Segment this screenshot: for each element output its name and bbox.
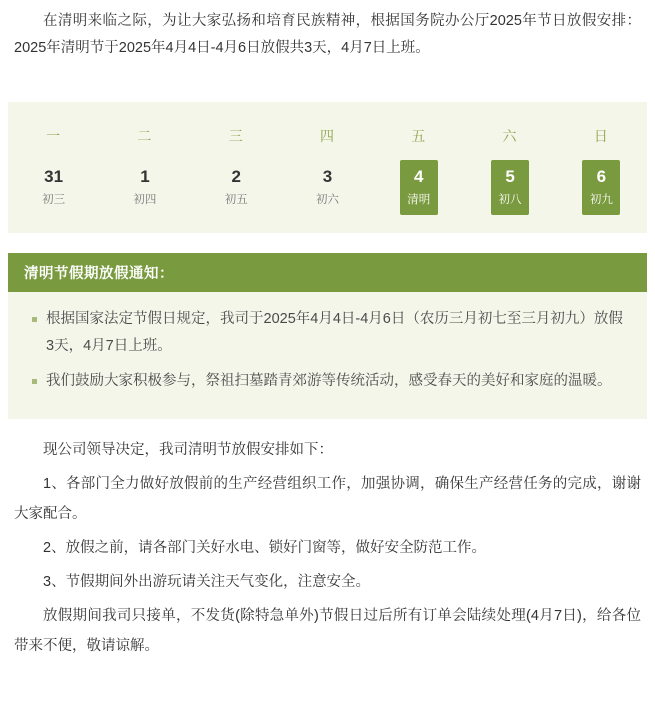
intro-paragraph: 在清明来临之际，为让大家弘扬和培育民族精神，根据国务院办公厅2025年节日放假安排：2025年清明节于2025年4月4日-4月6日放假共3天，4月7日上班。 (14, 13, 641, 56)
day-box-holiday (582, 160, 620, 215)
day-box (217, 160, 255, 215)
intro-section (0, 0, 655, 62)
day-box (35, 160, 73, 215)
day-lunar: 初四 (133, 194, 157, 206)
calendar-day-cell (99, 160, 190, 215)
calendar-day-cell (373, 160, 464, 215)
day-box (308, 160, 346, 215)
holiday-calendar (8, 102, 647, 233)
body-paragraph: 1、各部门全力做好放假前的生产经营组织工作，加强协调，确保生产经营任务的完成，谢谢大家配合。 (14, 476, 641, 522)
day-number: 2 (231, 167, 241, 186)
day-box (126, 160, 164, 215)
weekday-label: 一 (46, 128, 62, 144)
calendar-weekday-cell (282, 116, 373, 160)
weekday-label: 三 (228, 128, 244, 144)
weekday-label: 四 (319, 128, 335, 144)
calendar-day-cell (282, 160, 373, 215)
weekday-label: 六 (502, 128, 518, 144)
day-number: 6 (596, 167, 607, 186)
calendar-weekday-cell (8, 116, 99, 160)
calendar-day-row (8, 160, 647, 215)
weekday-label: 五 (411, 128, 427, 144)
calendar-weekday-cell (191, 116, 282, 160)
calendar-day-cell (8, 160, 99, 215)
calendar-weekday-cell (373, 116, 464, 160)
calendar-weekday-cell (556, 116, 647, 160)
weekday-label: 二 (137, 128, 153, 144)
list-item: 我们鼓励大家积极参与，祭祖扫墓踏青郊游等传统活动，感受春天的美好和家庭的温暖。 (32, 368, 627, 395)
body-paragraph: 3、节假期间外出游玩请关注天气变化，注意安全。 (43, 574, 371, 590)
day-number: 3 (322, 167, 333, 186)
calendar-day-cell (191, 160, 282, 215)
day-number: 1 (140, 167, 150, 186)
calendar-weekday-cell (99, 116, 190, 160)
day-lunar: 清明 (407, 194, 431, 206)
body-paragraph: 放假期间我司只接单，不发货(除特急单外)节假日过后所有订单会陆续处理(4月7日)，给各位带来不便，敬请谅解。 (14, 608, 641, 654)
calendar-day-cell (464, 160, 555, 215)
day-lunar: 初三 (42, 194, 66, 206)
notice-box (8, 253, 647, 419)
list-item: 根据国家法定节假日规定，我司于2025年4月4日-4月6日（农历三月初七至三月初九）放假3天，4月7日上班。 (32, 306, 627, 360)
day-lunar: 初六 (315, 194, 339, 206)
calendar-weekday-row (8, 116, 647, 160)
day-number: 31 (44, 167, 64, 186)
body-section (0, 419, 655, 661)
day-box-holiday (491, 160, 529, 215)
day-lunar: 初五 (224, 194, 248, 206)
calendar-weekday-cell (464, 116, 555, 160)
body-paragraph: 2、放假之前，请各部门关好水电、锁好门窗等，做好安全防范工作。 (43, 540, 487, 556)
day-number: 4 (414, 167, 424, 186)
notice-list (8, 292, 647, 395)
body-paragraph: 现公司领导决定，我司清明节放假安排如下： (43, 442, 333, 458)
day-lunar: 初八 (498, 194, 522, 206)
day-lunar: 初九 (589, 194, 613, 206)
weekday-label: 日 (593, 128, 609, 144)
calendar-day-cell (556, 160, 647, 215)
day-box-holiday (400, 160, 438, 215)
notice-title: 清明节假期放假通知： (8, 253, 647, 292)
day-number: 5 (505, 167, 515, 186)
